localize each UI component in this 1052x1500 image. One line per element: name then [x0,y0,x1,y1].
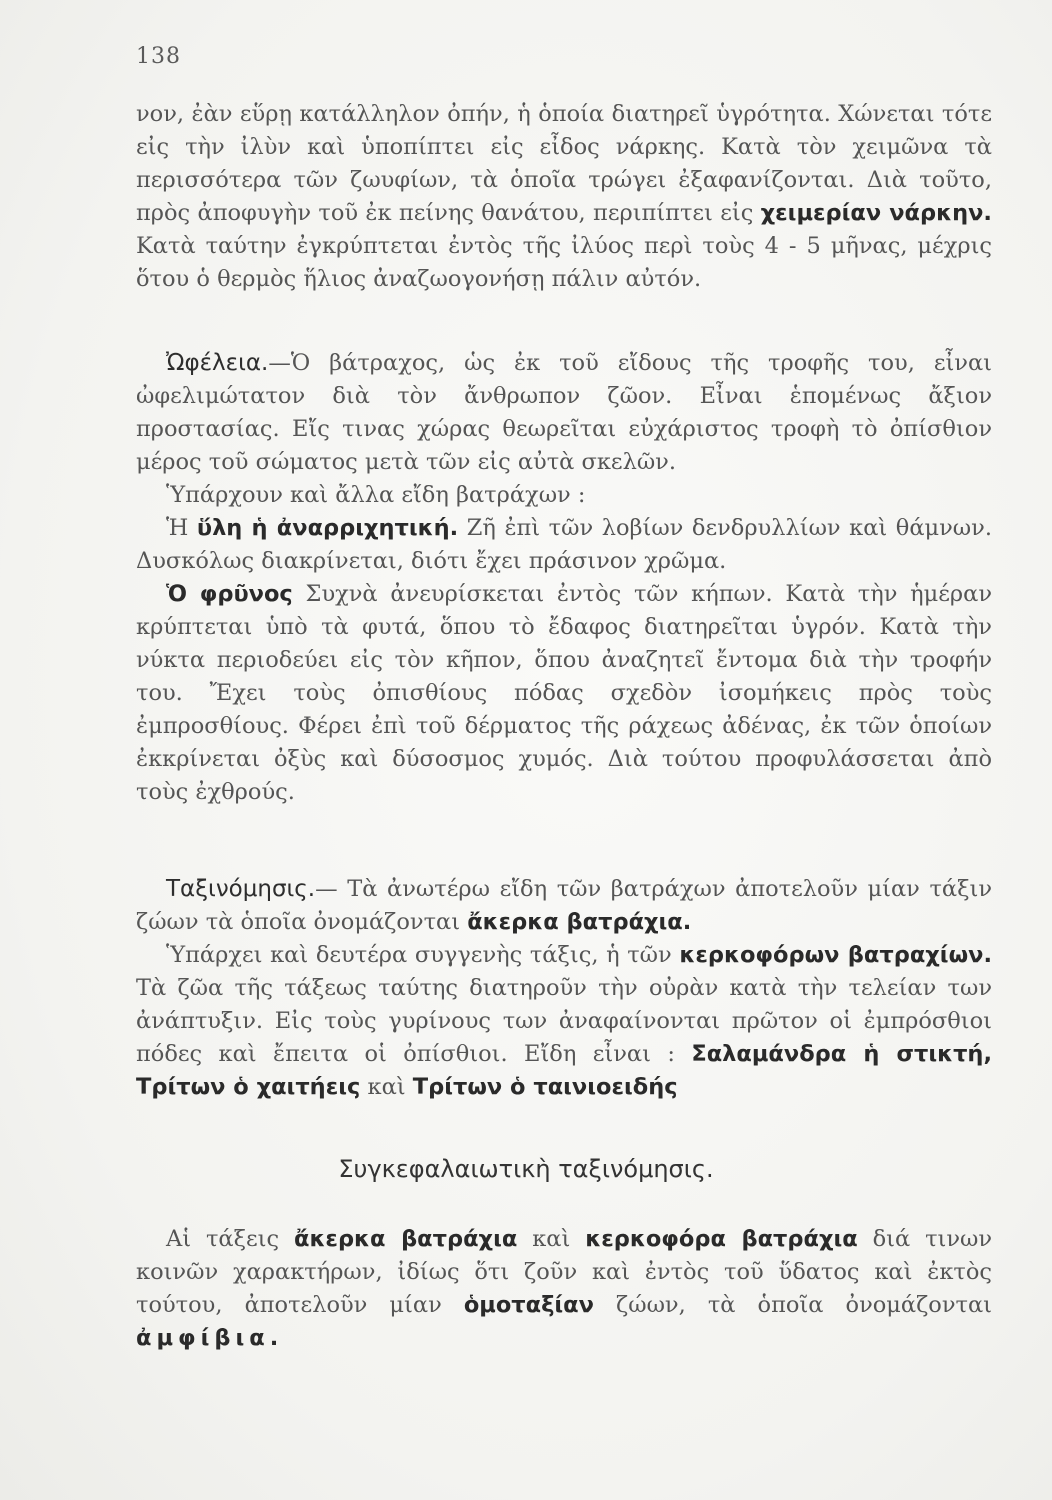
other-species-line: Ὑπάρχουν καὶ ἄλλα εἴδη βατράχων : [166,482,586,508]
classification-text: — Τὰ ἀνωτέρω εἴδη τῶν βατράχων ἀποτελοῦν μίαν τάξιν ζώων τὰ ὁποῖα ὀνομάζονται [136,876,992,935]
toad-text: Συχνὰ ἀνευρίσκεται ἐντὸς τῶν κήπων. Κατὰ τὴν ἡμέραν κρύπτεται ὑπὸ τὰ φυτά, ὅπου τὸ ἔδαφος διατηρεῖται ὑγρόν. Κατὰ τὴν νύκτα περιοδεύει εἰς τὸν κῆπον, ὅπου ἀναζητεῖ ἔντομα διὰ τὴν τροφήν του. Ἔχει τοὺς ὀπισθίους πόδας σχεδὸν ἰσομήκεις πρὸς τοὺς ἐμπροσθίους. Φέρει ἐπὶ τοῦ δέρματος τῆς ράχεως ἀδένας, ἐκ τῶν ὁποίων ἐκκρίνεται ὀξὺς καὶ δύσοσμος χυμός. Διὰ τούτου προφυλάσσεται ἀπὸ τοὺς ἐχθρούς. [136,581,993,805]
species-crested-newt: Τρίτων ὁ χαιτήεις [136,1074,361,1100]
classification-term: ἄκερκα βατράχια. [467,909,692,935]
summary-heading: Συγκεφαλαιωτικὴ ταξινόμησις. [338,1155,714,1183]
classification-heading: Ταξινόμησις. [166,876,316,902]
hibernation-term: χειμερίαν νάρκην. [760,200,992,226]
hibernation-text-a: νον, ἐὰν εὕρῃ κατάλληλον ὀπήν, ἡ ὁποία διατηρεῖ ὑγρότητα. Χώνεται τότε εἰς τὴν ἰλὺν καὶ ὑποπίπτει εἰς εἶδος νάρκης. Κατὰ τὸν χειμῶνα τὰ περισσότερα τῶν ζωυφίων, τὰ ὁποῖα τρώγει ἐξαφανίζονται. Διὰ τοῦτο, πρὸς ἀποφυγὴν τοῦ ἐκ πείνης θανάτου, περιπίπτει εἰς [136,101,992,226]
section-summary [136,1223,992,1355]
tree-frog-prefix: Ἡ [166,515,189,541]
summary-term-b: κερκοφόρα βατράχια [585,1226,858,1252]
summary-text-b: καὶ [532,1226,571,1252]
page-number: 138 [136,44,181,69]
summary-term-d: ἀμφίβια. [136,1325,284,1351]
second-class-text-c: καὶ [367,1074,406,1100]
paragraph-hibernation [136,98,992,296]
benefit-heading: Ὠφέλεια. [166,350,269,376]
summary-term-c: ὁμοταξίαν [463,1292,594,1318]
tree-frog-name: ὕλη ἡ ἀναρριχητική. [196,515,459,541]
summary-text-d: ζώων, τὰ ὁποῖα ὀνομάζονται [616,1292,992,1318]
second-class-text-a: Ὑπάρχει καὶ δευτέρα συγγενὴς τάξις, ἡ τῶν [166,942,672,968]
tree-frog-text: Ζῆ ἐπὶ τῶν λοβίων δενδρυλλίων καὶ θάμνων. Δυσκόλως διακρίνεται, διότι ἔχει πράσινον χρῶμα. [136,515,992,574]
toad-name: φρῦνος [199,581,293,607]
toad-prefix: Ὁ [166,581,187,607]
second-class-term: κερκοφόρων βατραχίων. [679,942,992,968]
species-salamander: Σαλαμάνδρα ἡ στικτή, [691,1041,993,1067]
summary-text-c: διά τινων κοινῶν χαρακτήρων, ἰδίως ὅτι ζοῦν καὶ ἐντὸς τοῦ ὕδατος καὶ ἐκτὸς τούτου, ἀποτελοῦν μίαν [136,1226,993,1318]
second-class-text-b: Τὰ ζῶα τῆς τάξεως ταύτης διατηροῦν τὴν οὐρὰν κατὰ τὴν τελείαν των ἀνάπτυξιν. Εἰς τοὺς γυρίνους των ἀναφαίνονται πρῶτον οἱ ἐμπρόσθιοι πόδες καὶ ἔπειτα οἱ ὀπίσθιοι. Εἴδη εἶναι : [136,975,992,1067]
species-smooth-newt: Τρίτων ὁ ταινιοειδής [412,1074,678,1100]
summary-term-a: ἄκερκα βατράχια [293,1226,518,1252]
hibernation-text-b: Κατὰ ταύτην ἐγκρύπτεται ἐντὸς τῆς ἰλύος περὶ τοὺς 4 - 5 μῆνας, μέχρις ὅτου ὁ θερμὸς ἥλιος ἀναζωογονήσῃ πάλιν αὐτόν. [136,233,992,292]
summary-text-a: Αἱ τάξεις [166,1226,280,1252]
benefit-text: —Ὁ βάτραχος, ὡς ἐκ τοῦ εἴδους τῆς τροφῆς του, εἶναι ὠφελιμώτατον διὰ τὸν ἄνθρωπον ζῶον. Εἶναι ἑπομένως ἄξιον προστασίας. Εἴς τινας χώρας θεωρεῖται εὐχάριστος τροφὴ τὸ ὀπίσθιον μέρος τοῦ σώματος μετὰ τῶν εἰς αὐτὰ σκελῶν. [136,350,992,475]
section-classification [136,873,992,1104]
section-benefits-and-species [136,347,992,809]
